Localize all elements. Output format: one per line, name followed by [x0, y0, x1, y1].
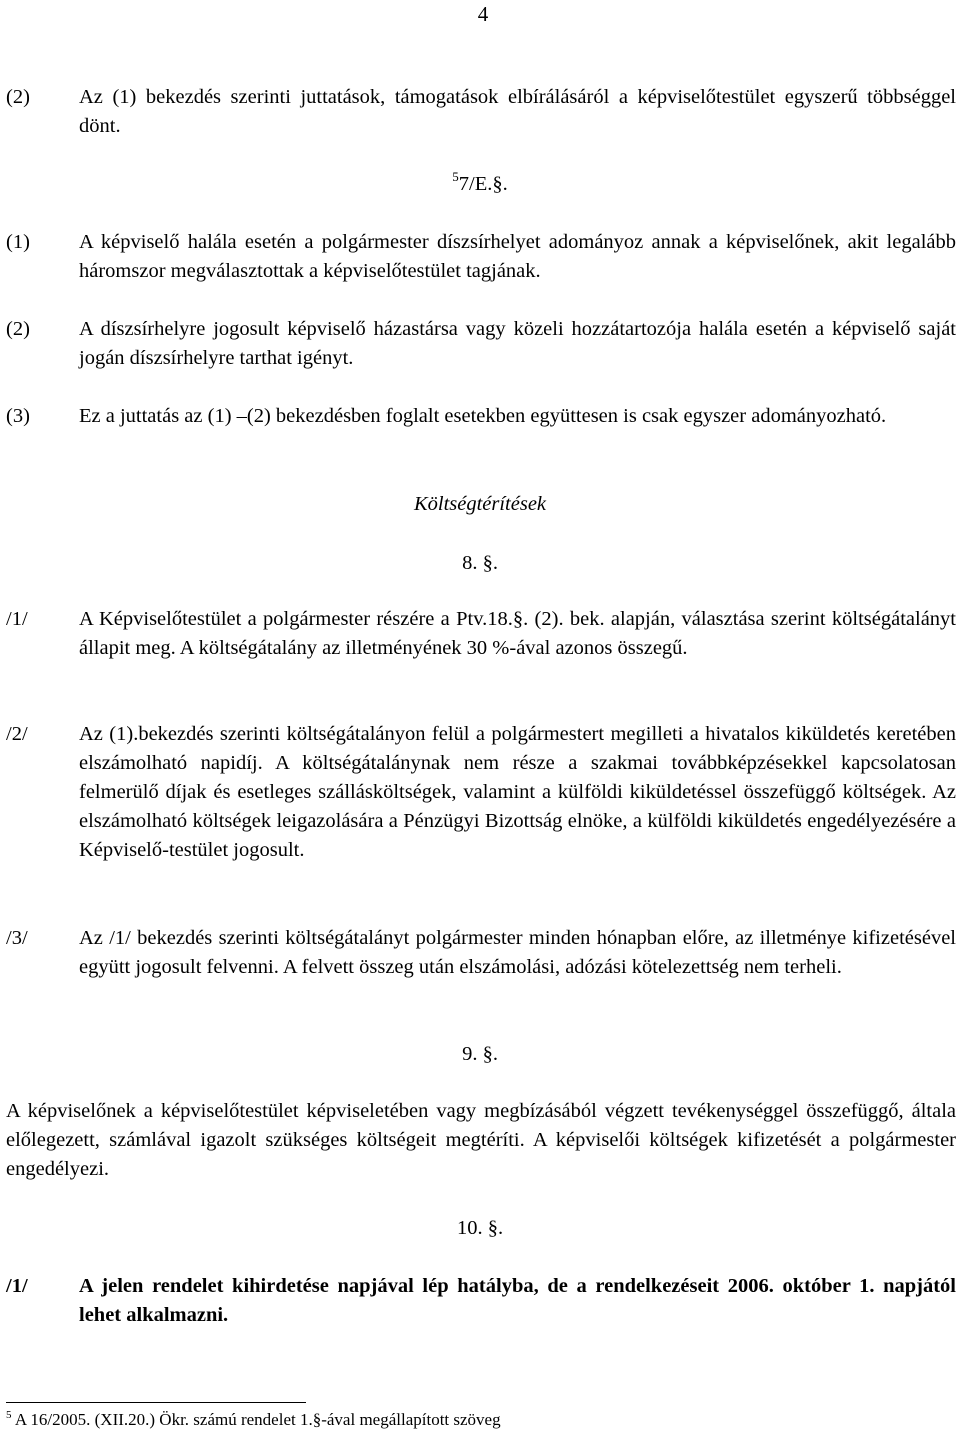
paragraph-text: Az /1/ bekezdés szerinti költségátalányt polgármester minden hónapban előre, az illetménye kifizetésével együtt jogosult felvenni. A felvett összeg után elszámolási, adózási kötelezettség nem terheli. [79, 927, 956, 978]
section-heading-7e [0, 170, 960, 200]
section-heading-9: 9. §. [462, 1043, 498, 1065]
paragraph-number: /1/ [6, 608, 28, 630]
paragraph-7e-2 [6, 315, 956, 373]
paragraph-number: (1) [6, 231, 30, 253]
paragraph-text: A jelen rendelet kihirdetése napjával lép hatályba, de a rendelkezéseit 2006. október 1. napjától lehet alkalmazni. [79, 1275, 956, 1326]
section-heading-text: 7/E.§. [458, 173, 508, 195]
paragraph-number: (2) [6, 86, 30, 108]
paragraph-text: A Képviselőtestület a polgármester részére a Ptv.18.§. (2). bek. alapján, választása szerint költségátalányt állapit meg. A költségátalány az illetményének 30 %-ával azonos összegű. [79, 608, 956, 659]
paragraph-8-2 [6, 720, 956, 865]
paragraph-7d-2 [6, 83, 956, 141]
footnote [6, 1408, 501, 1434]
paragraph-number: (3) [6, 405, 30, 427]
paragraph-9: A képviselőnek a képviselőtestület képviseletében vagy megbízásából végzett tevékenységgel összefüggő, általa előlegezett, számlával igazolt szükséges költségeit megtéríti. A képviselői költségek kifizetését a polgármester engedélyezi. [6, 1100, 956, 1180]
footnote-number: 5 [6, 1409, 12, 1421]
section-title-koltsegteritesek: Költségtérítések [413, 493, 547, 515]
paragraph-10-1 [6, 1272, 956, 1330]
paragraph-text: A díszsírhelyre jogosult képviselő házastársa vagy közeli hozzátartozója halála esetén a képviselő saját jogán díszsírhelyre tarthat igényt. [79, 318, 956, 369]
paragraph-7e-3 [6, 402, 956, 431]
paragraph-text: Az (1).bekezdés szerinti költségátalányon felül a polgármestert megilleti a hivatalos kiküldetés keretében elszámolható napidíj. A költségátalánynak nem része a szakmai továbbképzésekkel kapcsolatosan felmerülő díjak és esetleges szállásköltségek, valamint a külföldi kiküldetéssel összefüggő költségek. Az elszámolható költségek leigazolására a Pénzügyi Bizottság elnöke, a külföldi kiküldetés engedélyezésére a Képviselő-testület jogosult. [79, 723, 956, 861]
page-number: 4 [477, 2, 489, 26]
paragraph-number: /2/ [6, 723, 28, 745]
paragraph-number: (2) [6, 318, 30, 340]
footnote-marker: 5 [452, 169, 459, 184]
paragraph-8-3 [6, 924, 956, 982]
paragraph-7e-1 [6, 228, 956, 286]
section-heading-8: 8. §. [462, 552, 498, 574]
footnote-separator [6, 1402, 306, 1403]
paragraph-text: A képviselő halála esetén a polgármester díszsírhelyet adományoz annak a képviselőnek, akit legalább háromszor megválasztottak a képviselőtestület tagjának. [79, 231, 956, 282]
section-heading-10: 10. §. [456, 1217, 504, 1239]
paragraph-text: Az (1) bekezdés szerinti juttatások, támogatások elbírálásáról a képviselőtestület egyszerű többséggel dönt. [79, 86, 956, 137]
paragraph-number: /1/ [6, 1275, 28, 1297]
paragraph-number: /3/ [6, 927, 28, 949]
footnote-text: A 16/2005. (XII.20.) Ökr. számú rendelet 1.§-ával megállapított szöveg [14, 1410, 501, 1429]
paragraph-8-1 [6, 605, 956, 663]
paragraph-text: Ez a juttatás az (1) –(2) bekezdésben foglalt esetekben együttesen is csak egyszer adományozható. [79, 405, 887, 427]
